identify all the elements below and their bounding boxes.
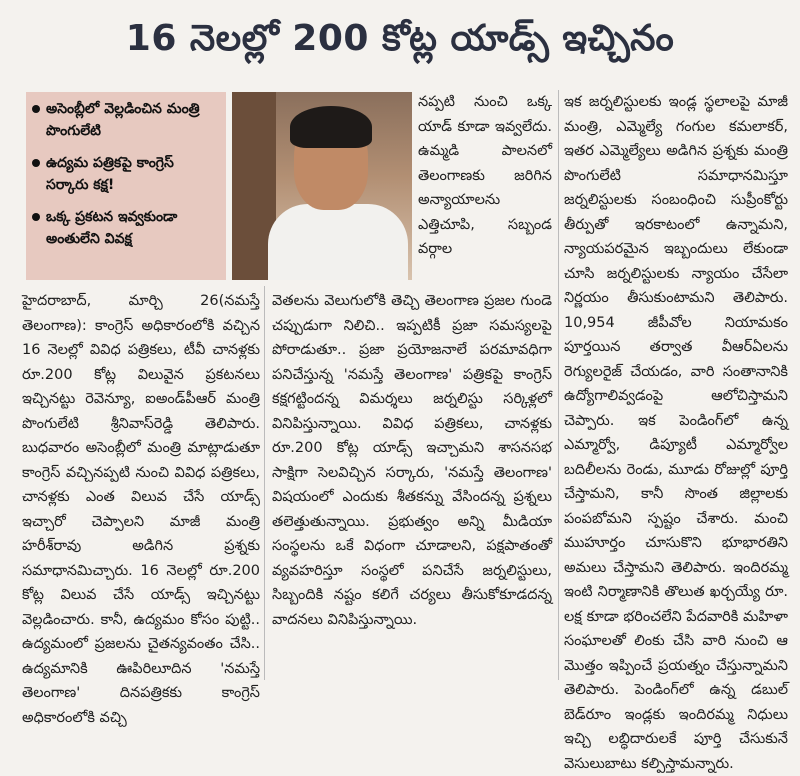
bullet-icon: [32, 213, 40, 221]
article-column-2: వెతలను వెలుగులోకి తెచ్చి తెలంగాణ ప్రజల గుండె చప్పుడుగా నిలిచి.. ఇప్పటికీ ప్రజా సమస్యలపై పోరాడుతూ.. ప్రజా ప్రయోజనాలే పరమావధిగా పనిచేస్తున్న 'నమస్తే తెలంగాణ' పత్రికపై కాంగ్రెస్ కక్షగట్టిందన్న విమర్శలు జర్నలిస్టు సర్కిళ్లలో వినిపిస్తున్నాయి. వివిధ పత్రికలు, చానళ్లకు రూ.200 కోట్ల యాడ్స్ ఇచ్చామని శాసనసభ సాక్షిగా సెలవిచ్చిన సర్కారు, 'నమస్తే తెలంగాణ' విషయంలో ఎందుకు శీతకన్ను వేసిందన్న ప్రశ్నలు తలెత్తుతున్నాయి. ప్రభుత్వం అన్ని మీడియా సంస్థలను ఒకే విధంగా చూడాలని, పక్షపాతంతో వ్యవహరిస్తూ సంస్థలో పనిచేసే జర్నలిస్టులు, సిబ్బందికి నష్టం కలిగే చర్యలు తీసుకోకూడదన్న వాదనలు వినిపిస్తున్నాయి.: [272, 293, 552, 628]
highlight-text: అసెంబ్లీలో వెల్లడించిన మంత్రి పొంగులేటి: [46, 101, 200, 139]
article-column-1: హైదరాబాద్, మార్చి 26(నమస్తే తెలంగాణ): కాంగ్రెస్ అధికారంలోకి వచ్చిన 16 నెలల్లో వివిధ పత్రికలు, టీవీ చానళ్లకు రూ.200 కోట్ల విలువైన ప్రకటనలు ఇచ్చినట్టు రెవెన్యూ, ఐఅండ్‌పీఆర్ మంత్రి పొంగులేటి శ్రీనివాస్‌రెడ్డి తెలిపారు. బుధవారం అసెంబ్లీలో మంత్రి మాట్లాడుతూ కాంగ్రెస్ వచ్చినప్పటి నుంచి వివిధ పత్రికలు, చానళ్లకు ఎంత విలువ చేసే యాడ్స్ ఇచ్చారో చెప్పాలని మాజీ మంత్రి హరీశ్‌రావు అడిగిన ప్రశ్నకు సమాధానమిచ్చారు. 16 నెలల్లో రూ.200 కోట్ల విలువ చేసే యాడ్స్ ఇచ్చినట్టు వెల్లడించారు. కానీ, ఉద్యమం కోసం పుట్టి.. ఉద్యమంలో ప్రజలను చైతన్యవంతం చేసి.. ఉద్యమానికి ఊపిరిలూదిన 'నమస్తే తెలంగాణ' దినపత్రికకు కాంగ్రెస్ అధికారంలోకి వచ్చి: [22, 293, 260, 726]
bullet-icon: [32, 105, 40, 113]
highlight-item: [32, 206, 220, 250]
highlight-item: [32, 152, 220, 196]
column-divider: [558, 90, 559, 680]
minister-photo: [232, 92, 412, 280]
highlight-text: ఒక్క ప్రకటన ఇవ్వకుండా అంతులేని వివక్ష: [46, 209, 178, 247]
highlight-item: [32, 98, 220, 142]
column-divider: [264, 286, 265, 680]
bullet-icon: [32, 159, 40, 167]
article-column-3: ఇక జర్నలిస్టులకు ఇండ్ల స్థలాలపై మాజీ మంత్రి, ఎమ్మెల్యే గంగుల కమలాకర్, ఇతర ఎమ్మెల్యేలు అడిగిన ప్రశ్నకు మంత్రి పొంగులేటి సమాధానమిస్తూ జర్నలిస్టులకు సంబంధించి సుప్రీంకోర్టు తీర్పుతో ఇరకాటంలో ఉన్నామని, న్యాయపరమైన ఇబ్బందులు లేకుండా చూసి జర్నలిస్టులకు న్యాయం చేసేలా నిర్ణయం తీసుకుంటామని తెలిపారు. 10,954 జీపీవోల నియామకం పూర్తయిన తర్వాత వీఆర్‌ఏలను రెగ్యులరైజ్ చేయడం, వారి సంతానానికి ఉద్యోగాలివ్వడంపై ఆలోచిస్తామని చెప్పారు. ఇక పెండింగ్‌లో ఉన్న ఎమ్మార్వో, డిప్యూటీ ఎమ్మార్వోల బదిలీలను రెండు, మూడు రోజుల్లో పూర్తి చేస్తామని, కానీ సొంత జిల్లాలకు పంపబోమని స్పష్టం చేశారు. మంచి ముహూర్తం చూసుకొని భూభారతిని అమలు చేస్తామని తెలిపారు. ఇందిరమ్మ ఇంటి నిర్మాణానికి తొలుత ఖర్చయ్యే రూ. లక్ష కూడా భరించలేని పేదవారికి మహిళా సంఘాలతో లింకు చేసి వారి నుంచి ఆ మొత్తం ఇప్పించే ప్రయత్నం చేస్తున్నామని తెలిపారు. పెండింగ్‌లో ఉన్న డబుల్ బెడ్‌రూం ఇండ్లకు ఇందిరమ్మ నిధులు ఇచ్చి లబ్ధిదారులకే పూర్తి చేసుకునే వెసులుబాటు కల్పిస్తామన్నారు.: [564, 94, 788, 772]
article-column-2-top: నప్పటి నుంచి ఒక్క యాడ్ కూడా ఇవ్వలేదు. ఉమ్మడి పాలనలో తెలంగాణకు జరిగిన అన్యాయాలను ఎత్తిచూపి, సబ్బండ వర్గాల: [418, 94, 552, 257]
highlights-box: [26, 92, 226, 280]
highlight-text: ఉద్యమ పత్రికపై కాంగ్రెస్ సర్కారు కక్ష!: [46, 155, 174, 193]
headline: 16 నెలల్లో 200 కోట్ల యాడ్స్ ఇచ్చినం: [125, 18, 675, 59]
